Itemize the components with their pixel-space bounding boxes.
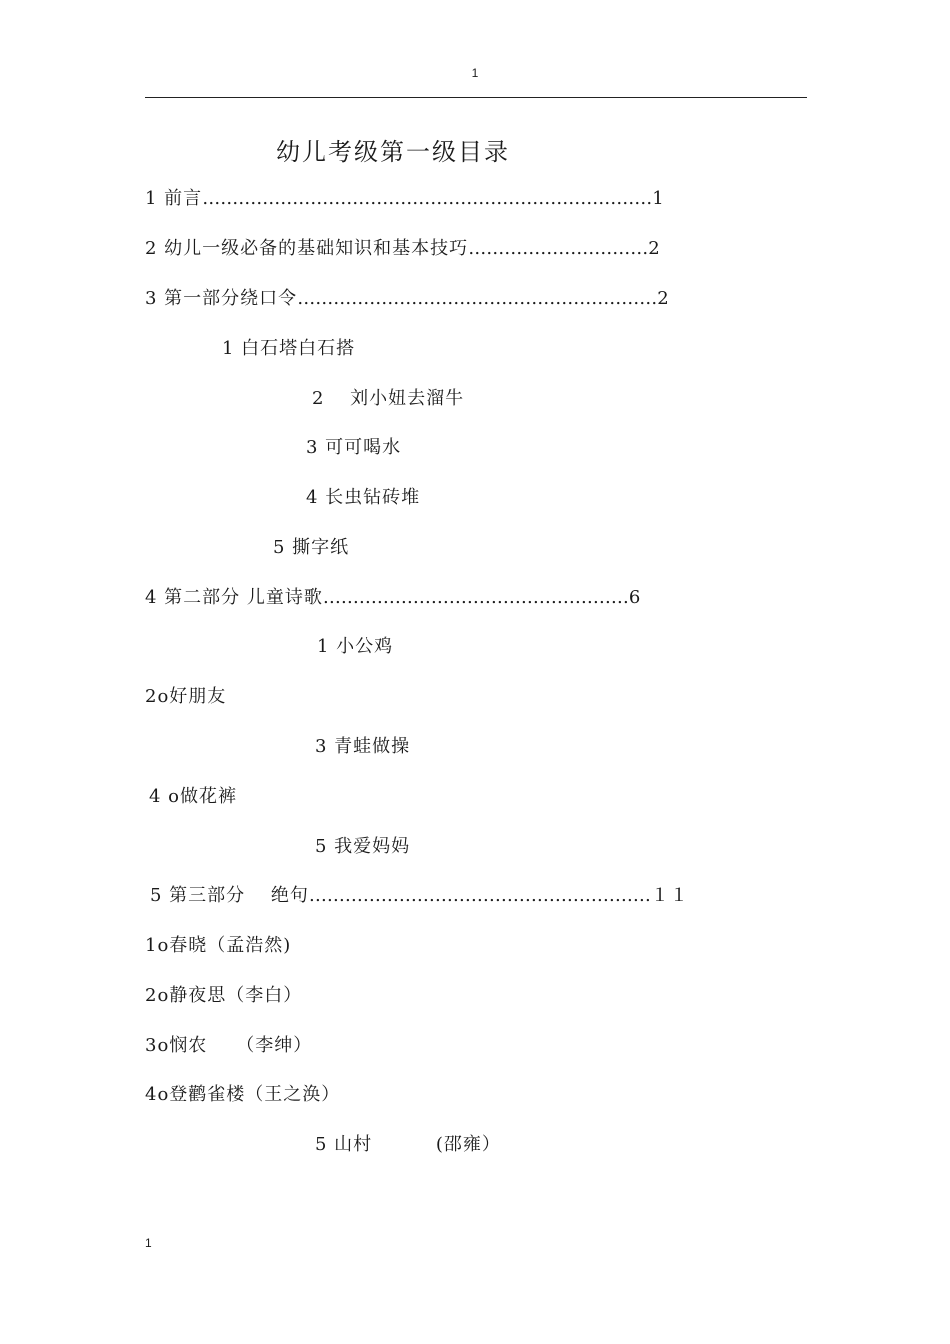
toc-leader-dots: …………………………………………… bbox=[322, 587, 629, 608]
toc-sub-entry: 5 山村 (邵雍） bbox=[315, 1134, 501, 1155]
toc-entry-text: 5 第三部分 绝句 bbox=[150, 885, 309, 906]
toc-sub-entry: 3 青蛙做操 bbox=[315, 736, 411, 757]
document-title: 幼儿考级第一级目录 bbox=[276, 138, 510, 166]
toc-sub-entry: 1 白石塔白石搭 bbox=[222, 338, 356, 359]
toc-entry bbox=[150, 884, 689, 908]
toc-entry-page: 6 bbox=[628, 587, 642, 608]
toc-entry-page: １１ bbox=[650, 885, 689, 906]
toc-entry bbox=[145, 237, 661, 261]
toc-sub-entry: 3 可可喝水 bbox=[306, 437, 402, 458]
toc-sub-entry: 1o春晓（孟浩然) bbox=[145, 935, 292, 956]
toc-entry bbox=[145, 287, 670, 311]
toc-sub-entry: 4 长虫钻砖堆 bbox=[306, 487, 421, 508]
toc-sub-entry: 2o静夜思（李白） bbox=[145, 985, 303, 1006]
toc-leader-dots: …………………………………………………… bbox=[297, 288, 658, 309]
toc-sub-entry: 3o悯农 （李绅） bbox=[145, 1035, 313, 1056]
toc-sub-entry: 2o好朋友 bbox=[145, 686, 227, 707]
toc-entry-text: 3 第一部分绕口令 bbox=[145, 288, 298, 309]
toc-sub-entry: 2 刘小妞去溜牛 bbox=[312, 388, 465, 409]
header-page-number: 1 bbox=[471, 66, 479, 80]
toc-entry-page: 2 bbox=[648, 238, 661, 259]
toc-sub-entry: 4 o做花裤 bbox=[149, 786, 238, 807]
toc-leader-dots: ………………………… bbox=[468, 238, 649, 259]
toc-entry-text: 1 前言 bbox=[145, 188, 203, 209]
toc-sub-entry: 5 撕字纸 bbox=[273, 537, 350, 558]
toc-entry-page: 2 bbox=[657, 288, 670, 309]
toc-leader-dots: ………………………………………………………………… bbox=[202, 188, 653, 209]
toc-sub-entry: 1 小公鸡 bbox=[317, 636, 394, 657]
toc-entry-page: 1 bbox=[652, 188, 665, 209]
toc-entry bbox=[145, 586, 641, 610]
toc-entry-text: 4 第二部分 儿童诗歌 bbox=[145, 587, 323, 608]
header-rule bbox=[145, 97, 807, 98]
toc-sub-entry: 5 我爱妈妈 bbox=[315, 836, 411, 857]
toc-entry bbox=[145, 187, 757, 211]
toc-leader-dots: ………………………………………………… bbox=[308, 885, 651, 906]
toc-sub-entry: 4o登鹳雀楼（王之涣） bbox=[145, 1084, 341, 1105]
toc-entry-text: 2 幼儿一级必备的基础知识和基本技巧 bbox=[145, 238, 469, 259]
footer-page-number: 1 bbox=[145, 1236, 152, 1250]
